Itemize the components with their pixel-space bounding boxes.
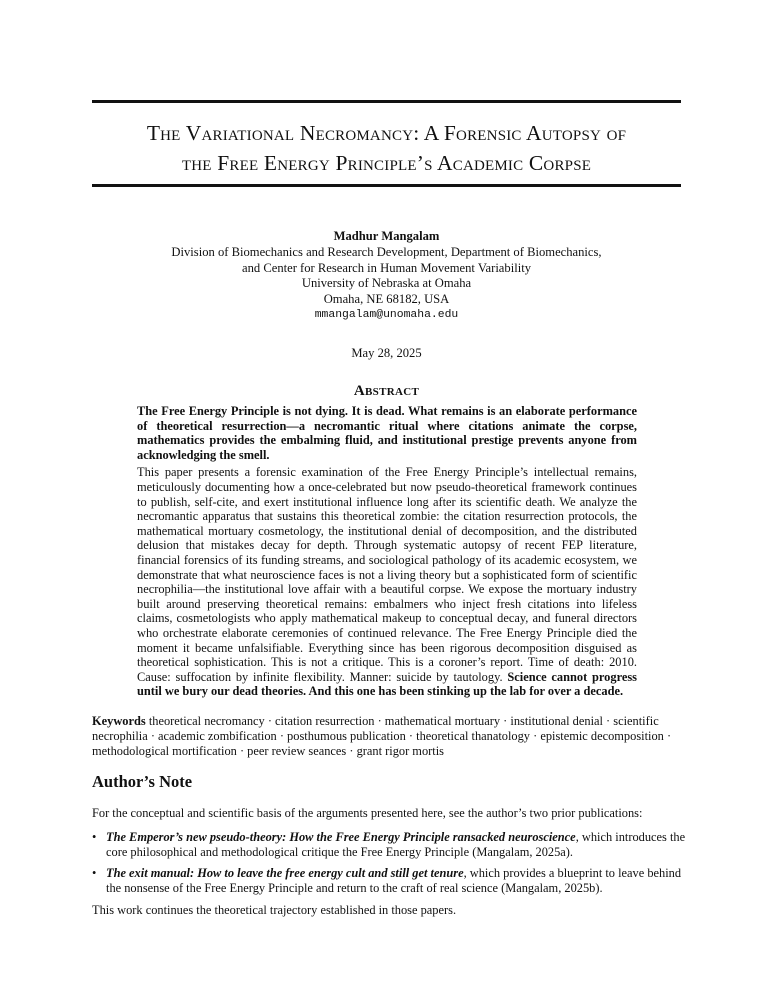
reference-title-1: The Emperor’s new pseudo-theory: How the Free Energy Principle ransacked neuroscience (106, 830, 576, 844)
author-address: Omaha, NE 68182, USA (323, 292, 450, 307)
abstract-closing: Science cannot progress until we bury our dead theories. And this one has been stinking up the lab for over a decade. (137, 669, 637, 699)
reference-text-1: , which introduces the core philosophical and methodological critique the Free Energy Principle (Mangalam, 2025a). (106, 830, 686, 859)
author-block (92, 229, 681, 324)
authors-note-heading: Author’s Note (92, 772, 193, 791)
author-affiliation-2: and Center for Research in Human Movement Variability (242, 260, 531, 275)
keywords-label: Keywords (92, 714, 146, 728)
reference-list (92, 830, 688, 902)
title-line-1: The Variational Necromancy: A Forensic Autopsy of (146, 121, 627, 145)
bullet-icon: • (92, 866, 97, 880)
abstract-heading: Abstract (353, 383, 420, 399)
abstract-body (137, 404, 637, 702)
title-bottom-rule (92, 184, 681, 187)
author-university: University of Nebraska at Omaha (301, 276, 472, 291)
abstract-lead: The Free Energy Principle is not dying. It is dead. What remains is an elaborate performance of theoretical resurrection—a necromantic ritual where citations animate the corpse, mathematics provides the embalming fluid, and institutional prestige prevents anyone from acknowledging the smell. (137, 404, 637, 462)
list-item (92, 830, 688, 860)
author-affiliation-1: Division of Biomechanics and Research Development, Department of Biomechanics, (171, 244, 602, 259)
keywords-text: theoretical necromancy · citation resurrection · mathematical mortuary · institutional denial · scientific necrophilia · academic zombification · posthumous publication · theoretical thanatology · epistemic decomposition · methodological mortification · peer review seances · grant rigor mortis (92, 714, 672, 758)
authors-note-closing: This work continues the theoretical trajectory established in those papers. (92, 903, 457, 917)
abstract-main-text: This paper presents a forensic examination of the Free Energy Principle’s intellectual remains, meticulously documenting how a once-celebrated but now pseudo-theoretical framework continues to publish, self-cite, and exert institutional influence long after its scientific death. We analyze the necromantic apparatus that sustains this theoretical zombie: the citation resurrection protocols, the mathematical mortuary cosmetology, the institutional denial of decomposition, and the distributed delusion that mistakes decay for depth. Through systematic autopsy of recent FEP literature, financial forensics of its funding streams, and sociological pathology of its academic ecosystem, we demonstrate that what neuroscience faces is not a living theory but a sophisticated form of scientific necrophilia—the institutional love affair with a beautiful corpse. We expose the mortuary industry built around preserving theoretical remains: embalmers who inject fresh citations into lifeless claims, cosmetologists who apply mathematical makeup to conceptual decay, and funeral directors who orchestrate elaborate ceremonies of continued relevance. The Free Energy Principle died the moment it became unfalsifiable. Everything since has been rigorous decomposition disguised as theoretical sophistication. This is not a critique. This is a coroner’s report. Time of death: 2010. Cause: suffocation by infinite flexibility. Manner: suicide by tautology. (137, 465, 637, 684)
authors-note-intro: For the conceptual and scientific basis of the arguments presented here, see the author’s two prior publications: (92, 806, 643, 820)
paper-title (92, 118, 681, 178)
bullet-icon: • (92, 830, 97, 844)
author-name: Madhur Mangalam (333, 229, 440, 243)
list-item (92, 866, 688, 896)
reference-text-2: , which provides a blueprint to leave behind the nonsense of the Free Energy Principle and return to the craft of real science (Mangalam, 2025b). (106, 866, 682, 895)
publication-date: May 28, 2025 (351, 346, 422, 360)
author-email[interactable]: mmangalam@unomaha.edu (314, 308, 459, 321)
abstract-paragraph (137, 465, 637, 699)
title-line-2: the Free Energy Principle’s Academic Corpse (181, 151, 592, 175)
keywords (92, 714, 681, 759)
reference-title-2: The exit manual: How to leave the free energy cult and still get tenure (106, 866, 464, 880)
title-top-rule (92, 100, 681, 103)
